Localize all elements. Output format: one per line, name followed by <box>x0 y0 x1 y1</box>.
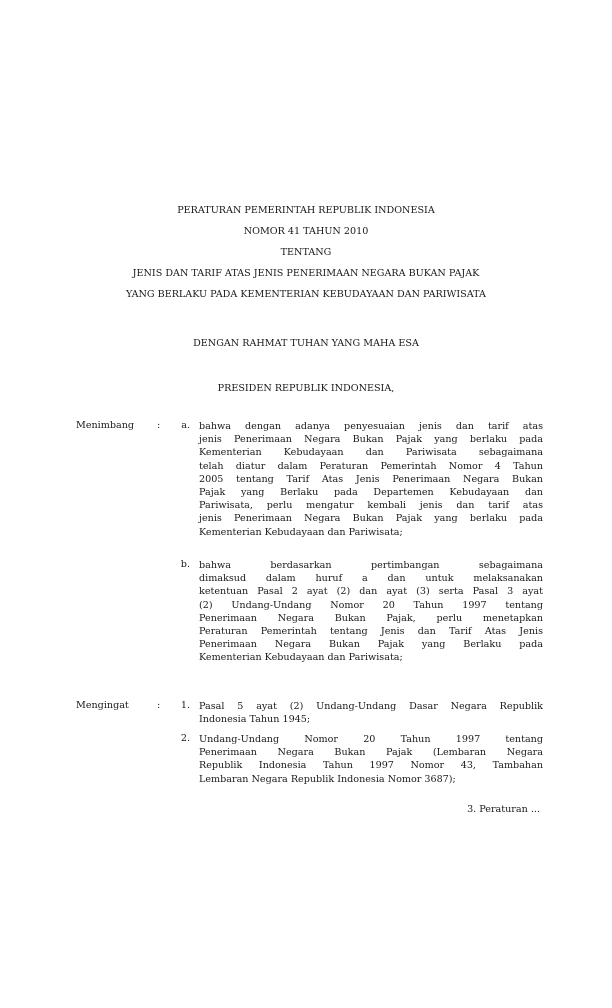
menimbang-item-a <box>199 420 543 539</box>
president-heading: PRESIDEN REPUBLIK INDONESIA, <box>217 383 395 394</box>
mengingat-item-1 <box>199 700 543 726</box>
menimbang-item-b <box>199 559 543 665</box>
item-marker: a. <box>181 420 190 431</box>
item-marker: b. <box>180 559 190 570</box>
text-line: telah diatur dalam Peraturan Pemerintah Nomor 4 Tahun <box>199 460 543 472</box>
text-line: Pariwisata, perlu mengatur kembali jenis dan tarif atas <box>199 500 543 512</box>
title-line-3: TENTANG <box>280 247 332 258</box>
item-marker: 2. <box>180 733 190 744</box>
text-line: Peraturan Pemerintah tentang Jenis dan Tarif Atas Jenis <box>199 625 543 637</box>
text-line: Lembaran Negara Republik Indonesia Nomor 3687); <box>199 773 456 785</box>
text-line: dimaksud dalam huruf a dan untuk melaksanakan <box>199 573 543 585</box>
text-line: Penerimaan Negara Bukan Pajak, perlu menetapkan <box>199 612 543 624</box>
text-line: Pasal 5 ayat (2) Undang-Undang Dasar Negara Republik <box>199 701 543 712</box>
menimbang-colon: : <box>157 420 161 431</box>
text-line: (2) Undang-Undang Nomor 20 Tahun 1997 tentang <box>199 599 543 611</box>
text-line: bahwa dengan adanya penyesuaian jenis dan tarif atas <box>199 421 543 432</box>
text-line: jenis Penerimaan Negara Bukan Pajak yang berlaku pada <box>199 434 543 446</box>
title-line-1: PERATURAN PEMERINTAH REPUBLIK INDONESIA <box>177 205 435 216</box>
title-line-5: YANG BERLAKU PADA KEMENTERIAN KEBUDAYAAN DAN PARIWISATA <box>126 289 486 300</box>
text-line: bahwa berdasarkan pertimbangan sebagaimana <box>199 560 543 571</box>
page-continuation: 3. Peraturan ... <box>467 804 540 815</box>
menimbang-label: Menimbang <box>76 420 135 431</box>
invocation: DENGAN RAHMAT TUHAN YANG MAHA ESA <box>193 338 419 349</box>
item-marker: 1. <box>180 700 190 711</box>
text-line: ketentuan Pasal 2 ayat (2) dan ayat (3) serta Pasal 3 ayat <box>199 586 543 598</box>
text-line: Kementerian Kebudayaan dan Pariwisata sebagaimana <box>199 447 543 459</box>
mengingat-colon: : <box>157 700 161 711</box>
mengingat-label: Mengingat <box>76 700 129 711</box>
text-line: Republik Indonesia Tahun 1997 Nomor 43, Tambahan <box>199 760 543 772</box>
text-line: Kementerian Kebudayaan dan Pariwisata; <box>199 526 403 538</box>
title-line-4: JENIS DAN TARIF ATAS JENIS PENERIMAAN NEGARA BUKAN PAJAK <box>132 268 480 279</box>
text-line: Penerimaan Negara Bukan Pajak (Lembaran Negara <box>199 747 543 759</box>
text-line: Indonesia Tahun 1945; <box>199 714 311 726</box>
mengingat-item-2 <box>199 733 543 786</box>
text-line: jenis Penerimaan Negara Bukan Pajak yang berlaku pada <box>199 513 543 525</box>
text-line: Penerimaan Negara Bukan Pajak yang Berlaku pada <box>199 639 543 651</box>
title-line-2: NOMOR 41 TAHUN 2010 <box>243 226 369 237</box>
text-line: Kementerian Kebudayaan dan Pariwisata; <box>199 652 403 664</box>
text-line: Undang-Undang Nomor 20 Tahun 1997 tentang <box>199 734 543 745</box>
text-line: 2005 tentang Tarif Atas Jenis Penerimaan Negara Bukan <box>199 473 543 485</box>
text-line: Pajak yang Berlaku pada Departemen Kebudayaan dan <box>199 486 543 498</box>
